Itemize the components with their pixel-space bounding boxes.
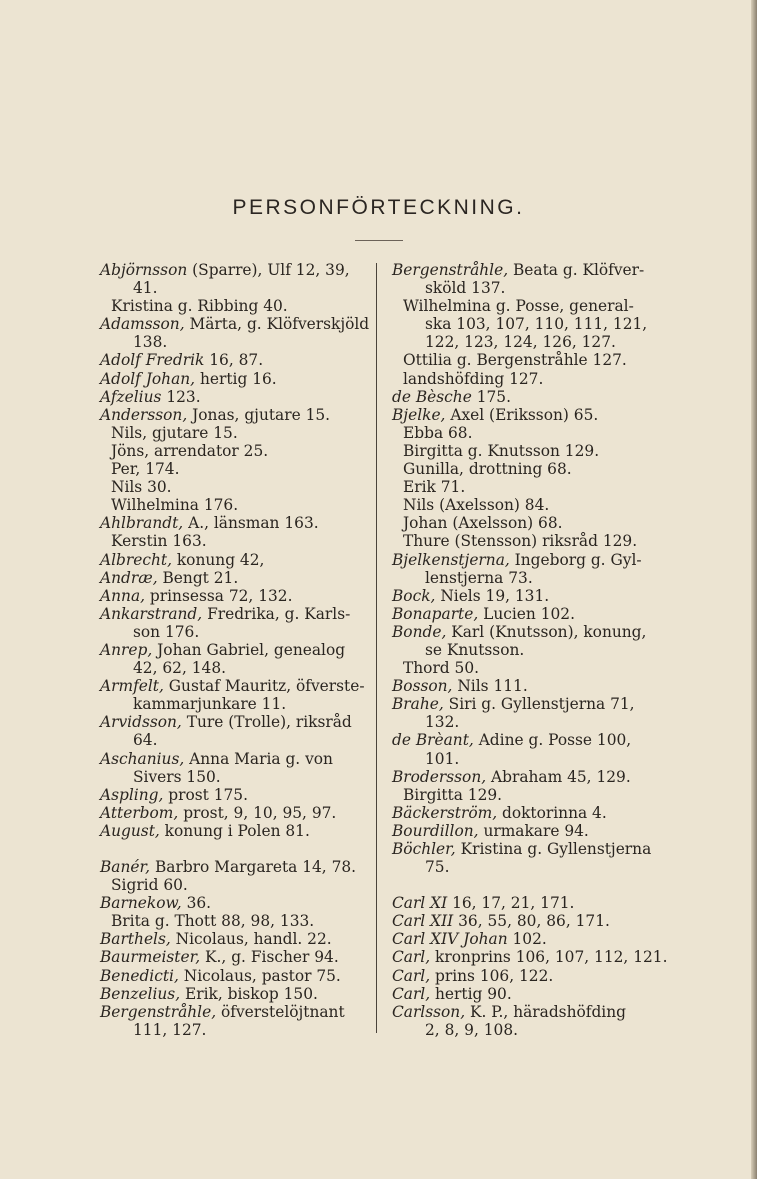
entry-line [392,496,667,514]
entry-line [100,315,375,333]
entry-continuation: 138. [133,333,168,352]
index-entry [392,514,667,532]
index-entry [100,406,375,424]
index-entry [100,351,375,369]
entry-continuation: son 176. [133,622,200,641]
entry-text: prins 106, 122. [430,966,554,985]
entry-text: Abraham 45, 129. [486,767,631,786]
entry-sub-text: Nils (Axelsson) 84. [403,496,550,515]
index-entry [392,388,667,406]
entry-text: K. P., häradshöfding [465,1002,626,1021]
entry-line [392,623,667,641]
index-entry [100,894,375,912]
entry-text: 102. [507,930,547,949]
entry-sub-text: Johan (Axelsson) 68. [403,514,563,533]
index-entry [100,569,375,587]
entry-line [392,677,667,695]
index-entry [100,587,375,605]
entry-line [100,388,375,406]
entry-line [100,677,375,695]
index-entry [392,442,667,460]
index-entry [392,677,667,695]
entry-line [100,876,375,894]
entry-sub-text: Kerstin 163. [111,532,207,551]
entry-line [100,587,375,605]
entry-line [100,858,375,876]
index-entry [392,822,667,840]
entry-name: August, [100,821,160,840]
index-entry [100,1003,375,1039]
entry-line [392,370,667,388]
entry-line [100,514,375,532]
entry-line [392,551,667,569]
entry-line [392,261,667,279]
entry-text: Adine g. Posse 100, [473,731,632,750]
entry-sub-text: Gunilla, drottning 68. [403,460,572,479]
entry-sub-text: Birgitta 129. [403,785,503,804]
entry-name: Böchler, [392,840,456,858]
entry-text: Barbro Margareta 14, 78. [150,858,357,876]
entry-text: Märta, g. Klöfverskjöld [184,315,370,334]
index-entry [100,713,375,749]
index-entry [392,985,667,1003]
entry-continuation: 111, 127. [133,1020,207,1039]
index-entry [392,551,667,587]
index-entry [100,388,375,406]
entry-text: Anna Maria g. von [184,749,333,768]
entry-text: hertig 16. [195,369,277,388]
entry-continuation: 2, 8, 9, 108. [425,1020,518,1039]
entry-sub-text: Thord 50. [403,659,480,678]
entry-sub-text: Jöns, arrendator 25. [111,441,269,460]
entry-continuation: Sivers 150. [133,767,221,786]
entry-line [392,786,667,804]
entry-text: Kristina g. Gyllenstjerna [455,840,652,858]
index-entry [100,297,375,315]
entry-text: Nicolaus, pastor 75. [178,966,341,985]
entry-line [100,948,375,966]
entry-text: 36, 55, 80, 86, 171. [453,912,610,931]
entry-continuation: 132. [425,713,460,732]
entry-text: kronprins 106, 107, 112, 121. [430,948,668,967]
entry-continuation: lenstjerna 73. [425,568,533,587]
section-gap [392,876,667,894]
entry-name: Carl XI [392,894,448,913]
index-entry [392,623,667,659]
entry-sub-text: Erik 71. [403,478,466,497]
entry-continuation: 64. [133,731,158,750]
entry-sub-text: Wilhelmina g. Posse, general- [403,297,634,316]
index-entry [392,261,667,297]
entry-sub-text: Birgitta g. Knutsson 129. [403,441,600,460]
entry-continuation: sköld 137. [425,279,506,298]
entry-line [100,930,375,948]
entry-text: Fredrika, g. Karls- [202,604,351,623]
entry-line [100,460,375,478]
index-entry [100,804,375,822]
entry-continuation: 122, 123, 124, 126, 127. [425,333,616,352]
index-entry [100,948,375,966]
entry-name: Bock, [392,586,436,605]
index-entry [392,605,667,623]
entry-name: Andersson, [100,405,188,424]
index-entry [392,424,667,442]
index-entry [100,370,375,388]
entry-line [100,641,375,659]
entry-name: Bergenstråhle, [100,1002,217,1021]
entry-sub-text: Wilhelmina 176. [111,496,239,515]
index-entry [100,677,375,713]
index-entry [100,551,375,569]
entry-continuation: 42, 62, 148. [133,659,227,678]
entry-name: Carl XIV Johan [392,930,508,949]
entry-name: Barthels, [100,930,171,949]
entry-line [100,569,375,587]
index-entry [100,930,375,948]
entry-name: Bonde, [392,622,447,641]
entry-text: Jonas, gjutare 15. [187,405,331,424]
index-entry [392,731,667,767]
entry-name: Aspling, [100,785,164,804]
entry-line [392,948,667,966]
entry-line [100,985,375,1003]
entry-name: Carl XII [392,912,454,931]
entry-sub-text: Ottilia g. Bergenstråhle 127. [403,351,627,370]
index-entry [392,912,667,930]
entry-sub-text: Sigrid 60. [111,876,188,895]
index-entry [392,297,667,351]
index-entry [392,948,667,966]
entry-text: 36. [181,894,212,913]
entry-name: Benedicti, [100,966,179,985]
section-gap [100,840,375,858]
entry-text: Erik, biskop 150. [180,984,318,1003]
entry-text: konung i Polen 81. [159,821,310,840]
entry-line [392,1003,667,1021]
index-entry [392,406,667,424]
index-column-left [100,261,375,1039]
entry-name: de Bèsche [392,387,472,406]
index-entry [392,351,667,369]
entry-continuation: se Knutsson. [425,640,525,659]
entry-continuation: 101. [425,749,460,768]
entry-line [392,731,667,749]
entry-name: Carl, [392,948,431,967]
entry-line [392,587,667,605]
entry-continuation: kammarjunkare 11. [133,695,287,714]
entry-text: Niels 19, 131. [435,586,550,605]
entry-line [100,351,375,369]
entry-name: Anna, [100,586,146,605]
entry-line [392,967,667,985]
entry-text: K., g. Fischer 94. [200,948,339,967]
entry-line [392,478,667,496]
entry-text: Gustaf Mauritz, öfverste- [163,677,365,696]
entry-line [100,822,375,840]
entry-name: Carl, [392,984,431,1003]
entry-line [392,912,667,930]
entry-name: Banér, [100,858,151,876]
index-entry [100,786,375,804]
entry-text: Johan Gabriel, genealog [152,640,346,659]
index-entry [100,605,375,641]
entry-text: doktorinna 4. [497,803,607,822]
entry-line [100,478,375,496]
entry-text: Nicolaus, handl. 22. [170,930,332,949]
index-entry [392,659,667,677]
entry-name: Carlsson, [392,1002,466,1021]
entry-sub-text: Kristina g. Ribbing 40. [111,297,288,316]
entry-text: Bengt 21. [157,568,239,587]
index-entry [100,315,375,351]
entry-name: Andræ, [100,568,158,587]
entry-text: prinsessa 72, 132. [145,586,293,605]
entry-line [392,351,667,369]
entry-text: öfverstelöjtnant [216,1002,345,1021]
entry-text: (Sparre), Ulf 12, 39, [187,261,350,279]
entry-name: Atterbom, [100,803,179,822]
index-entry [392,695,667,731]
entry-line [100,551,375,569]
entry-sub-text: landshöfding 127. [403,369,544,388]
entry-name: Adolf Johan, [100,369,196,388]
entry-name: Afzelius [100,387,162,406]
index-entry [100,532,375,550]
index-entry [392,894,667,912]
entry-name: Aschanius, [100,749,185,768]
index-entry [100,822,375,840]
entry-line [392,460,667,478]
entry-name: Arvidsson, [100,713,182,732]
index-entry [100,496,375,514]
index-column-right [392,261,667,1039]
entry-line [100,605,375,623]
index-entry [392,460,667,478]
entry-sub-text: Ebba 68. [403,423,473,442]
entry-text: 16, 87. [204,351,264,370]
entry-text: prost 175. [163,785,248,804]
index-entry [100,750,375,786]
entry-text: 123. [161,387,201,406]
entry-name: de Brèant, [392,731,474,750]
entry-line [100,406,375,424]
entry-text: Karl (Knutsson), konung, [446,622,647,641]
entry-text: 175. [471,387,511,406]
entry-name: Bäckerström, [392,803,498,822]
entry-name: Barnekow, [100,894,182,913]
entry-name: Baurmeister, [100,948,201,967]
entry-continuation: ska 103, 107, 110, 111, 121, [425,315,648,334]
index-entry [392,370,667,388]
entry-line [392,804,667,822]
entry-name: Bonaparte, [392,604,479,623]
entry-name: Bourdillon, [392,821,479,840]
entry-line [100,496,375,514]
entry-sub-text: Brita g. Thott 88, 98, 133. [111,912,315,931]
entry-line [392,297,667,315]
title-rule [355,240,403,241]
entry-line [392,930,667,948]
entry-text: Ingeborg g. Gyl- [509,550,642,569]
entry-line [392,659,667,677]
entry-name: Bergenstråhle, [392,261,509,279]
entry-continuation: 75. [425,858,450,877]
entry-line [392,514,667,532]
entry-line [100,261,375,279]
entry-line [100,370,375,388]
index-entry [392,930,667,948]
entry-name: Bosson, [392,677,453,696]
index-entry [100,442,375,460]
entry-name: Armfelt, [100,677,164,696]
index-entry [100,912,375,930]
entry-line [392,985,667,1003]
entry-text: 16, 17, 21, 171. [447,894,575,913]
entry-line [100,804,375,822]
entry-line [100,713,375,731]
entry-line [392,442,667,460]
entry-line [100,532,375,550]
entry-line [392,605,667,623]
entry-text: urmakare 94. [478,821,589,840]
entry-text: Beata g. Klöfver- [508,261,645,279]
entry-name: Ahlbrandt, [100,514,184,533]
entry-name: Benzelius, [100,984,181,1003]
entry-name: Bjelkenstjerna, [392,550,510,569]
entry-sub-text: Nils 30. [111,478,172,497]
entry-name: Adolf Fredrik [100,351,205,370]
index-entry [100,876,375,894]
entry-text: Ture (Trolle), riksråd [181,713,352,732]
entry-line [392,532,667,550]
entry-continuation: 41. [133,279,158,298]
entry-name: Ankarstrand, [100,604,203,623]
entry-line [100,424,375,442]
index-entry [392,840,667,876]
index-entry [100,478,375,496]
entry-line [100,967,375,985]
column-divider [376,263,377,1033]
entry-line [392,894,667,912]
entry-text: Siri g. Gyllenstjerna 71, [443,695,635,714]
index-entry [392,587,667,605]
entry-line [100,297,375,315]
entry-line [392,840,667,858]
entry-name: Abjörnsson [100,261,188,279]
entry-sub-text: Per, 174. [111,460,180,479]
entry-name: Adamsson, [100,315,185,334]
index-entry [100,858,375,876]
index-entry [100,985,375,1003]
entry-line [100,1003,375,1021]
entry-text: A., länsman 163. [183,514,319,533]
index-entry [100,460,375,478]
index-entry [392,478,667,496]
index-entry [392,967,667,985]
entry-text: Lucien 102. [478,604,575,623]
entry-line [392,822,667,840]
entry-line [392,695,667,713]
index-entry [100,514,375,532]
index-entry [100,967,375,985]
entry-sub-text: Thure (Stensson) riksråd 129. [403,532,638,551]
index-entry [392,768,667,786]
index-entry [392,786,667,804]
entry-text: prost, 9, 10, 95, 97. [178,803,337,822]
entry-line [100,894,375,912]
entry-line [392,388,667,406]
entry-name: Albrecht, [100,550,172,569]
page-edge [751,0,757,1179]
entry-line [100,442,375,460]
index-entry [100,641,375,677]
index-entry [392,496,667,514]
entry-name: Bjelke, [392,405,446,424]
entry-text: Nils 111. [452,677,528,696]
index-entry [392,804,667,822]
entry-text: konung 42, [171,550,265,569]
index-entry [100,261,375,297]
entry-line [392,768,667,786]
index-entry [100,424,375,442]
entry-line [100,912,375,930]
entry-line [100,750,375,768]
index-entry [392,1003,667,1039]
entry-text: hertig 90. [430,984,512,1003]
entry-sub-text: Nils, gjutare 15. [111,423,238,442]
entry-name: Brodersson, [392,767,487,786]
entry-name: Anrep, [100,640,153,659]
entry-line [392,406,667,424]
entry-name: Carl, [392,966,431,985]
entry-line [100,786,375,804]
entry-name: Brahe, [392,695,444,714]
entry-line [392,424,667,442]
page-title: PERSONFÖRTECKNING. [232,196,525,219]
index-entry [392,532,667,550]
entry-text: Axel (Eriksson) 65. [445,405,599,424]
